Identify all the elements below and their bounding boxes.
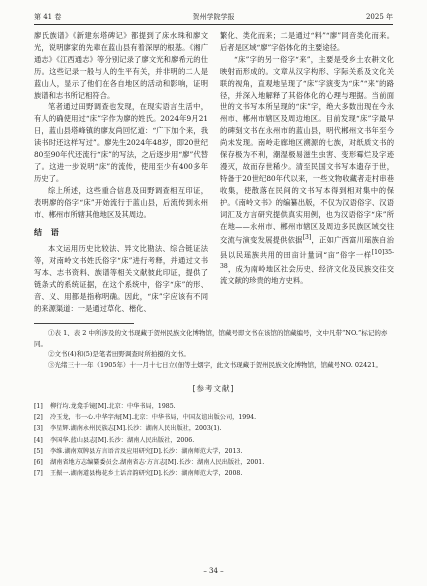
volume-label: 第 41 卷 — [34, 13, 62, 21]
section-heading: 结 语 — [34, 227, 62, 237]
reference-text: 湖南省地方志编纂委员会.湖南省志·方言志[M].长沙：湖南人民出版社，2001. — [50, 459, 265, 467]
paragraph: 繁化、类化而来；二是通过“料”“廖”同音类化而来。后者是区域“廖”字俗体化的主要途径。 — [220, 31, 394, 52]
reference-text: 李维.湖南双牌县方言语音及应用研究[D].长沙：湖南师范大学，2013. — [50, 447, 243, 455]
reference-item — [34, 401, 393, 412]
journal-title: 贺州学院学报 — [192, 13, 235, 21]
reference-text: 李星辉.湖南永州民族志[M].长沙：湖南人民出版社，2003(1). — [50, 425, 222, 433]
reference-text: 李国华.蓝山县志[M].长沙：湖南人民出版社，2006. — [50, 436, 195, 444]
header-rule — [34, 24, 393, 25]
reference-item — [34, 446, 393, 457]
reference-text: 柳行均.龙龛手镜[M].北京：中华书局，1985. — [50, 403, 176, 410]
references — [34, 383, 393, 563]
year-label: 2025 年 — [365, 13, 393, 21]
reference-item — [34, 412, 393, 423]
footnote: ③光绪三十一年（1905年）十一月十七日立(佃等土烟字，此文书现藏于贺州民族文化博物馆，馆藏号NO. 02421。 — [48, 360, 383, 369]
paragraph: 笔者通过田野调查也发现，在现实语言生活中，有人的确使用过“床”字作为廖的姓氏。2024年9月21日，蓝山县塔峰镇的廖友尚回忆道：“广下加个来，我读书时还这样写过”。廖先生2024年48岁，即20世纪80至90年代还流行“床”的写法，之后逐步用“廖”代替了。这进一步说明“床”的流传，使用至少有400多年历史了。 — [34, 102, 208, 183]
reference-number: [1] — [34, 403, 43, 410]
paragraph: “床”字的另一俗字“来”，主要是受乡土农耕文化映射而形成的。文章从汉字构形、字际关系及文化关联的视角，直观地呈现了“床”字演变为“床”“来”的路径，并深入地解释了其俗体化的心理与理据。当前面世的文书写本所呈现的“床”字，绝大多数出现在今永州市、郴州市辖区及周边地区。目前发现“床”字最早的碑刻文书在永州市的蓝山县，明代郴州文书年至今尚未发现。南岭走廊地区溯源的七族，对纸质文书的保存极为不利，潮湿极易滋生虫害、变形霉烂及字迹漫灭，故而存世稀少。清至民国文书写本遗存于世，特备于20世纪80年代以来，一些文物收藏者走村串巷收集，使散落在民间的文书写本得到相对集中的保护。《南岭文书》的编纂出版，不仅为汉语俗字、汉语词汇及方言研究提供真实用例，也为汉语俗字“床”所在地——永州市、郴州市辖区及周边多民族区域交往交流与演变发展提供依据[3]，正如广西富川瑶族自治县以民瑶族共用的田亩计量词“亩”俗字一样$^{[10]35-38}$，成为南岭地区社会历史、经济文化及民族交往交流文献的珍贵的地方史料。 — [220, 54, 394, 286]
reference-number: [2] — [34, 414, 43, 422]
running-header — [34, 9, 393, 23]
footnotes — [34, 328, 393, 370]
right-column — [220, 30, 394, 287]
reference-number: [5] — [34, 447, 43, 455]
paragraph: 本文运用历史比较法、异文比勘法、综合链证法等，对南岭文书姓氏俗字“床”进行考释，并通过文书写本、志书资料、族谱等相关文献彼此印证，提供了链条式的系统证据，在这个系统中，俗字“床”的形、音、义、用都是指称明确。因此，“床”字应该有不同的来源渠道：一是通过草化、楷化、 — [34, 244, 208, 313]
page-number: – 34 – — [203, 567, 224, 575]
reference-number: [4] — [34, 436, 43, 444]
footnote-rule — [34, 323, 134, 324]
reference-number: [3] — [34, 425, 43, 433]
references-title: [参考文献] — [192, 384, 235, 393]
reference-text: 王振一.湖南道县梅花乡土话音韵研究[D].长沙：湖南师范大学，2008. — [50, 470, 243, 478]
reference-list — [34, 401, 393, 479]
reference-number: [6] — [34, 459, 43, 467]
reference-item — [34, 423, 393, 434]
reference-text: 冷玉龙，韦一心.中华字海[M].北京：中华书局，中国友谊出版公司，1994. — [50, 414, 257, 422]
footnote: ①表 1、表 2 中所涉及的文书现藏于贺州民族文化博物馆，馆藏号即文书在该馆的馆藏编号，文中凡带“NO.”标记的亦同。 — [34, 329, 388, 348]
footnote: ②文书(4)和(5)是笔者田野调查时所拍摄的文书。 — [48, 350, 190, 358]
paragraph: 综上所述，这些重合信息及田野调查相互印证，表明廖的俗字“床”开始流行于蓝山县，后流传到永州市、郴州市所辖其他地区及其周边。 — [34, 185, 208, 219]
paragraph: 廖氏族谱》《新建东塔碑记》都提到了床水珠和廖文光，说明廖家的先辈在蓝山县有着深厚的根基。《湘广通志》《江西通志》等分别记录了廖文光和廖希元的仕历。这些记录一般与人的生平有关，并非明的二人是蓝山人，显示了他们在各自地区的活动和影响，证明族谱和志书所记相符合。 — [34, 31, 208, 100]
reference-item — [34, 435, 393, 446]
reference-item — [34, 457, 393, 468]
reference-number: [7] — [34, 470, 43, 478]
reference-item — [34, 468, 393, 479]
left-column — [34, 30, 208, 315]
